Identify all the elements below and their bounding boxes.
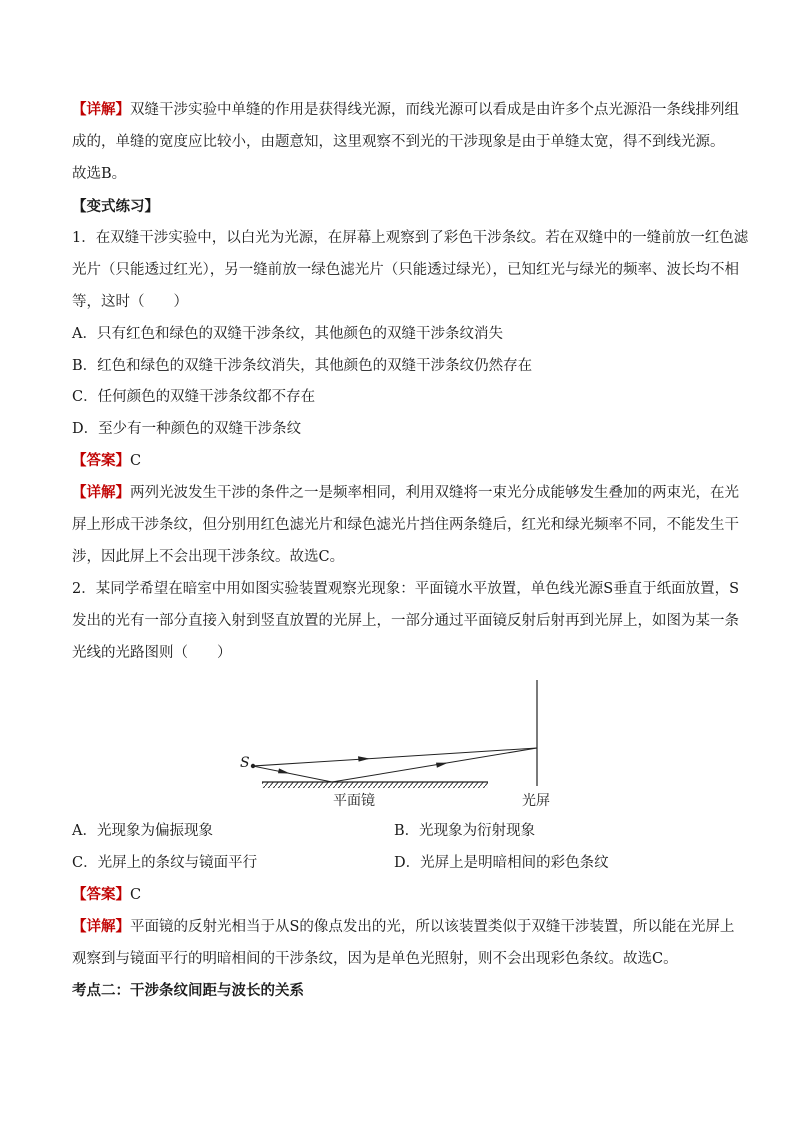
detail-line-3: 故选B。 bbox=[72, 166, 127, 182]
detail-line-2: 成的，单缝的宽度应比较小，由题意知，这里观察不到光的干涉现象是由于单缝太宽，得不到线光源。 bbox=[72, 134, 725, 150]
detail-tag: 【详解】 bbox=[72, 484, 130, 501]
q2-option-a: A．光现象为偏振现象 bbox=[72, 823, 213, 839]
q2-option-d: D．光屏上是明暗相间的彩色条纹 bbox=[394, 855, 609, 871]
q2-option-b: B．光现象为衍射现象 bbox=[394, 823, 536, 839]
q1-stem-line-2: 光片（只能透过红光），另一缝前放一绿色滤光片（只能透过绿光），已知红光与绿光的频率、波长均不相 bbox=[72, 262, 739, 278]
incident-ray-arrow bbox=[278, 768, 290, 773]
detail-text: 双缝干涉实验中单缝的作用是获得线光源，而线光源可以看成是由许多个点光源沿一条线排列组 bbox=[130, 102, 739, 118]
practice-title: 【变式练习】 bbox=[72, 199, 159, 215]
detail-text: 两列光波发生干涉的条件之一是频率相同，利用双缝将一束光分成能够发生叠加的两束光，在光 bbox=[130, 485, 739, 501]
reflected-ray-arrow bbox=[436, 763, 448, 768]
q2-detail-line-1 bbox=[72, 917, 734, 937]
direct-ray bbox=[253, 748, 537, 766]
q2-stem-line-3: 光线的光路图则（ ） bbox=[72, 645, 232, 661]
direct-ray-arrow bbox=[358, 756, 370, 761]
q2-stem-line-2: 发出的光有一部分直接入射到竖直放置的光屏上，一部分通过平面镜反射后射再到光屏上，如图为某一条 bbox=[72, 613, 739, 629]
reflected-ray bbox=[332, 748, 537, 782]
section-2-title: 考点二：干涉条纹间距与波长的关系 bbox=[72, 983, 304, 999]
q1-option-c: C．任何颜色的双缝干涉条纹都不存在 bbox=[72, 389, 316, 405]
detail-tag: 【详解】 bbox=[72, 918, 130, 935]
q1-detail-line-2: 屏上形成干涉条纹，但分别用红色滤光片和绿色滤光片挡住两条缝后，红光和绿光频率不同，不能发生干 bbox=[72, 517, 739, 533]
mirror-label: 平面镜 bbox=[333, 793, 375, 809]
mirror-hatching bbox=[262, 782, 488, 788]
q1-detail-line-3: 涉，因此屏上不会出现干涉条纹。故选C。 bbox=[72, 549, 345, 565]
incident-ray bbox=[253, 766, 332, 782]
q1-stem-line-3: 等，这时（ ） bbox=[72, 294, 188, 310]
source-label: S bbox=[240, 755, 250, 771]
q2-stem-line-1: 2．某同学希望在暗室中用如图实验装置观察光现象：平面镜水平放置，单色线光源S垂直于纸面放置，S bbox=[72, 581, 740, 597]
q1-option-d: D．至少有一种颜色的双缝干涉条纹 bbox=[72, 421, 302, 437]
q1-option-b: B．红色和绿色的双缝干涉条纹消失，其他颜色的双缝干涉条纹仍然存在 bbox=[72, 358, 533, 374]
answer-tag: 【答案】 bbox=[72, 452, 130, 469]
answer-tag: 【答案】 bbox=[72, 886, 130, 903]
detail-tag: 【详解】 bbox=[72, 101, 130, 118]
q2-detail-line-2: 观察到与镜面平行的明暗相间的干涉条纹，因为是单色光照射，则不会出现彩色条纹。故选C。 bbox=[72, 951, 678, 967]
q1-option-a: A．只有红色和绿色的双缝干涉条纹，其他颜色的双缝干涉条纹消失 bbox=[72, 326, 503, 342]
q2-answer bbox=[72, 885, 141, 905]
answer-value: C bbox=[130, 887, 142, 903]
detail-text: 平面镜的反射光相当于从S的像点发出的光，所以该装置类似于双缝干涉装置，所以能在光屏上 bbox=[130, 919, 735, 935]
q2-option-c: C．光屏上的条纹与镜面平行 bbox=[72, 855, 258, 871]
answer-value: C bbox=[130, 453, 142, 469]
screen-label: 光屏 bbox=[522, 793, 550, 809]
q1-stem-line-1: 1．在双缝干涉实验中，以白光为光源，在屏幕上观察到了彩色干涉条纹。若在双缝中的一缝前放一红色滤 bbox=[72, 230, 749, 246]
